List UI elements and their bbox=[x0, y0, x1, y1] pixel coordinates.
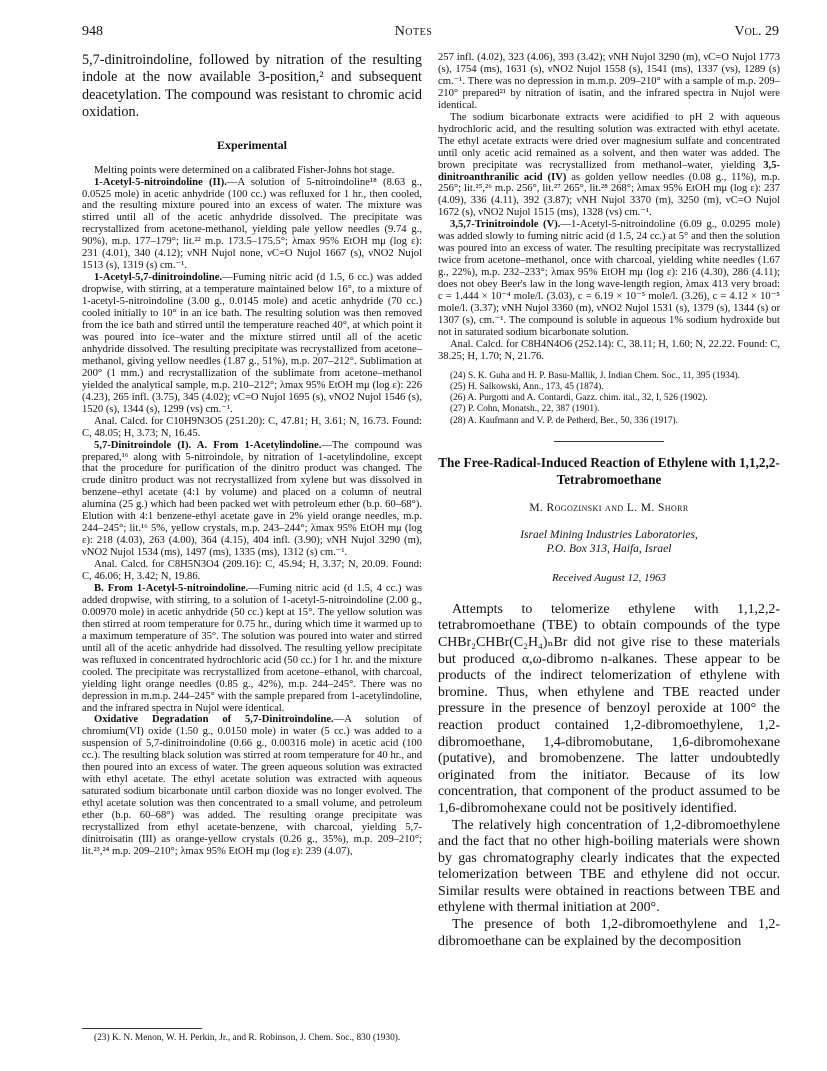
paragraph-title: Oxidative Degradation of 5,7-Dinitroindoline. bbox=[94, 714, 334, 726]
paragraph-title: B. From 1-Acetyl-5-nitroindoline. bbox=[94, 582, 249, 594]
paragraph-acetyl-dinitroindoline bbox=[82, 272, 422, 415]
footnote: (24) S. K. Guha and H. P. Basu-Mallik, J. Indian Chem. Soc., 11, 395 (1934). bbox=[450, 370, 740, 381]
footnote: (25) H. Salkowski, Ann., 173, 45 (1874). bbox=[450, 381, 604, 392]
footnote: (28) A. Kaufmann and V. P. de Petherd, Ber., 50, 336 (1917). bbox=[450, 415, 679, 426]
experimental-heading: Experimental bbox=[217, 137, 287, 152]
footnote: (23) K. N. Menon, W. H. Perkin, Jr., and R. Robinson, J. Chem. Soc., 830 (1930). bbox=[94, 1033, 401, 1043]
analysis-line: Anal. Calcd. for C8H4N4O6 (252.14): C, 38.11; H, 1.60; N, 22.22. Found: C, 38.25; H, 1.70; N, 21.76. bbox=[438, 338, 780, 362]
volume-label: Vol. 29 bbox=[734, 24, 779, 39]
left-footnote-area bbox=[82, 1028, 422, 1044]
paragraph-title: 3,5,7-Trinitroindole (V). bbox=[450, 219, 561, 231]
article-body-paragraph: The relatively high concentration of 1,2-dibromoethylene and the fact that no other high-boiling materials were shown by gas chromatography clearly indicates that the expected telomerization between TBE and ethylene did not occur. Similar results were obtained in reactions between TBE and ethylene with thermal initiation at 200°. bbox=[438, 817, 780, 916]
paragraph-title: 1-Acetyl-5-nitroindoline (II). bbox=[94, 176, 227, 188]
paragraph-acetyl-nitroindoline bbox=[82, 177, 422, 273]
paragraph-continued: 257 infl. (4.02), 323 (4.06), 393 (3.42); νNH Nujol 3290 (m), νC=O Nujol 1773 (s), 1754 (ms), 1631 (s), νNO2 Nujol 1558 (s), 1541 (ms), 1337 (vs), 1289 (s) cm.⁻¹. There was no depression in m.m.p. 209–210° with a sample of m.p. 209–210° prepared²¹ by nitration of isatin, and the infrared spectra in Nujol were identical. bbox=[438, 52, 780, 111]
paragraph-body: as golden yellow needles (0.08 g., 11%), m.p. 256°; lit.²⁵,²⁶ m.p. 256°, lit.²⁷ 265°, lit.²⁸ 268°; λmax 95% EtOH mμ (log ε): 237 (4.09), 336 (4.11), 392 (3.87); νNH Nujol 3370 (m), 3250 (m), νC=O Nujol 1672 (s), νNO2 Nujol 1515 (ms), 1328 (vs) cm.⁻¹. bbox=[438, 171, 780, 219]
paragraph-title: 1-Acetyl-5,7-dinitroindoline. bbox=[94, 272, 223, 284]
melting-point-note: Melting points were determined on a calibrated Fisher-Johns hot stage. bbox=[94, 164, 395, 176]
paragraph-body: —Fuming nitric acid (d 1.5, 4 cc.) was added dropwise, with stirring, to a solution of 1-acetyl-5-nitroindoline (2.00 g., 0.00970 mole) in acetic anhydride (50 cc.) kept at 15°. The yellow solution was then stirred at room temperature for 0.75 hr., during which time it warmed up to a maximum temperature of 35°. The solution was poured into water and stirred until all of the acetic anhydride had dissolved. The resulting yellow precipitate was refluxed in concentrated hydrochloric acid (50 cc.) for 1 hr. and the mixture cooled. The precipitate was recrystallized from acetone–ethanol, with charcoal, yielding light orange needles (0.85 g., 42%), m.p. 244–245°. There was no depression in m.m.p. 244–245° with the sample prepared from 1-acetylindoline, and the infrared spectra in Nujol were identical. bbox=[82, 582, 422, 714]
paragraph-body: —1-Acetyl-5-nitroindoline (6.09 g., 0.0295 mole) was added slowly to fuming nitric acid (d 1.5, 24 cc.) at 5° and then the solution was poured into an excess of water. The resulting precipitate was recrystallized twice from acetone–methanol, once with charcoal, yielding white needles (1.67 g., 22%), m.p. 232–233°; λmax 95% EtOH mμ (log ε): 216 (4.30), 286 (4.11); does not obey Beer's law in the long wave-length region, λmax 413 very broad: c = 1.444 × 10⁻⁴ mole/l. (3.03), c = 6.19 × 10⁻⁵ mole/l. (3.26), c = 4.12 × 10⁻⁵ mole/l. (3.37); νNH Nujol 3360 (m), νNO2 Nujol 1531 (s), 1379 (s), 1344 (s) or 1307 (s), cm.⁻¹. The compound is soluble in aqueous 1% sodium hydroxide but not in saturated sodium bicarbonate solution. bbox=[438, 219, 780, 338]
paragraph-dinitroindole-a bbox=[82, 440, 422, 560]
paragraph-dinitroindole-b bbox=[82, 583, 422, 714]
article-divider bbox=[554, 441, 664, 442]
article-body-paragraph: The presence of both 1,2-dibromoethylene and 1,2-dibromoethane can be explained by the decomposition bbox=[438, 917, 780, 949]
paragraph-body: The sodium bicarbonate extracts were acidified to pH 2 with aqueous hydrochloric acid, and the resulting solution was extracted with ethyl acetate. The ethyl acetate extracts were dried over magnesium sulfate and concentrated until only acetic acid remained as a solvent, and then water was added. The brown precipitate was recrystallized from methanol–water, yielding bbox=[438, 111, 780, 171]
paragraph-bicarbonate-extracts bbox=[438, 112, 780, 220]
paragraph-body: —A solution of 5-nitroindoline¹⁸ (8.63 g., 0.0525 mole) in acetic anhydride (100 cc.) was refluxed for 1 hr., then cooled, and the resulting mixture poured into an excess of water. The mixture was stirred until all of the acetic anhydride dissolved. The precipitate was recrystallized from acetone-methanol, yielding pale yellow needles (9.74 g., 90%), m.p. 177–179°; lit.²² m.p. 173.5–175.5°; λmax 95% EtOH mμ (log ε): 231 (4.01), 340 (4.12); νNH Nujol none, νC=O Nujol 1667 (s), νNO2 Nujol 1513 (s), 1319 (s) cm.⁻¹. bbox=[82, 176, 422, 272]
footnote-rule bbox=[82, 1028, 202, 1029]
paragraph-body: —Fuming nitric acid (d 1.5, 6 cc.) was added dropwise, with stirring, at a temperature maintained below 16°, to a mixture of 1-acetyl-5-nitroindoline (3.00 g., 0.0145 mole) and acetic anhydride (70 cc.) cooled initially to 10° in an ice bath. The resulting solution was then removed from the ice bath and stirred until the temperature reached 40°, at which point it was poured into ice–water and the mixture stirred until all of the acetic anhydride dissolved. The resulting precipitate was recrystallized from acetone–methanol, giving yellow needles (1.87 g., 51%), m.p. 207–212°. Sublimation at 200° (1 mm.) and recrystallization of the sublimate from acetone–methanol yielded the analytical sample, m.p. 210–212°; λmax 95% EtOH mμ (log ε): 226 (4.23), 265 infl. (3.75), 345 (4.02); νC=O Nujol 1695 (s), νNO2 Nujol 1546 (s), 1520 (s), 1344 (s), 1299 (vs) cm.⁻¹. bbox=[82, 272, 422, 415]
article-title: The Free-Radical-Induced Reaction of Ethylene with 1,1,2,2-Tetrabromoethane bbox=[438, 454, 780, 487]
paragraph-oxidative-degradation bbox=[82, 714, 422, 857]
footnote: (27) P. Cohn, Monatsh., 22, 387 (1901). bbox=[450, 404, 600, 415]
institution-line-1: Israel Mining Industries Laboratories, bbox=[520, 528, 698, 541]
left-column bbox=[82, 52, 422, 1062]
running-section-title: Notes bbox=[394, 24, 433, 39]
paragraph-body: —The compound was prepared,¹⁶ along with 5-nitroindole, by nitration of 1-acetylindoline, except that the procedure for purification of the dinitro product was changed. The crude dinitro product was not recrystallized from xylene but was dissolved in benzene–ethyl acetate (4:1 by volume) and placed on a column of neutral alumina (25 g.) which had been packed wet with petroleum ether (b.p. 60–68°). Elution with 4:1 benzene-ethyl acetate gave in 2% yield orange needles, m.p. 244–245°; lit.¹⁶ 5%, yellow crystals, m.p. 243–244°; λmax 95% EtOH mμ (log ε): 218 (4.03), 263 (4.00), 364 (4.15), 404 infl. (3.90); νNH Nujol 3290 (m), νNO2 Nujol 1534 (ms), 1497 (ms), 1335 (ms), 1312 (s) cm.⁻¹. bbox=[82, 439, 422, 559]
lead-paragraph: 5,7-dinitroindoline, followed by nitration of the resulting indole at the now available 3-position,² and subsequent deacetylation. The compound was resistant to chromic acid oxidation. bbox=[82, 52, 422, 121]
footnote-list bbox=[438, 371, 780, 427]
received-date: Received August 12, 1963 bbox=[551, 571, 667, 584]
page-number: 948 bbox=[82, 24, 103, 39]
analysis-line: Anal. Calcd. for C10H9N3O5 (251.20): C, 47.81; H, 3.61; N, 16.73. Found: C, 48.05; H, 3.73; N, 16.45. bbox=[82, 415, 422, 439]
paragraph-trinitroindole bbox=[438, 219, 780, 339]
article-authors: M. Rogozinski and L. M. Shorr bbox=[529, 501, 689, 514]
institution-line-2: P.O. Box 313, Haifa, Israel bbox=[546, 542, 672, 555]
article-institution bbox=[438, 528, 780, 556]
footnote: (26) A. Purgotti and A. Contardi, Gazz. chim. ital., 32, I, 526 (1902). bbox=[450, 393, 708, 404]
paragraph-title: 5,7-Dinitroindole (I). A. From 1-Acetylindoline. bbox=[94, 439, 322, 451]
article-body-paragraph: Attempts to telomerize ethylene with 1,1,2,2-tetrabromoethane (TBE) to obtain compounds of the type CHBr₂CHBr(C₂H₄)ₙBr did not give rise to these materials but produced α,ω-dibromo n-alkanes. These appear to be products of the indirect telomerization of ethylene with bromine. Thus, when ethylene and TBE reacted under pressure in the presence of benzoyl peroxide at 100° the reaction product contained 1,2-dibromoethylene, 1,2-dibromoethane, 1,4-dibromobutane, 1,6-dibromohexane (putative), and bromobenzene. The latter undoubtedly originated from the initiator. Because of its low concentration, that component of the product assumed to be 1,6-dibromohexane could not be positively identified. bbox=[438, 601, 780, 816]
analysis-line: Anal. Calcd. for C8H5N3O4 (209.16): C, 45.94; H, 3.37; N, 20.09. Found: C, 46.06; H, 3.42; N, 19.86. bbox=[82, 559, 422, 583]
paragraph-body: —A solution of chromium(VI) oxide (1.50 g., 0.0150 mole) in water (5 cc.) was added to a suspension of 5,7-dinitroindoline (0.66 g., 0.00316 mole) in acetic acid (100 cc.). The resulting black solution was stirred at room temperature for 40 hr., and then poured into an excess of water. The green aqueous solution was extracted with ethyl acetate. The ethyl acetate solution was extracted with aqueous saturated sodium bicarbonate until carbon dioxide was no longer evolved. The ethyl acetate solution was then concentrated to a small volume, and petroleum ether (b.p. 60–68°) was added. The resulting orange precipitate was recrystallized from ethyl acetate-benzene, with charcoal, yielding 5,7-dinitroisatin (III) as orange-yellow crystals (0.26 g., 35%), m.p. 209–210°; lit.²³,²⁴ m.p. 209–210°; λmax 95% EtOH mμ (log ε): 239 (4.07), bbox=[82, 714, 422, 857]
compound-name: 3,5-dinitroanthranilic acid (IV) bbox=[438, 159, 780, 183]
right-column bbox=[438, 52, 780, 1062]
